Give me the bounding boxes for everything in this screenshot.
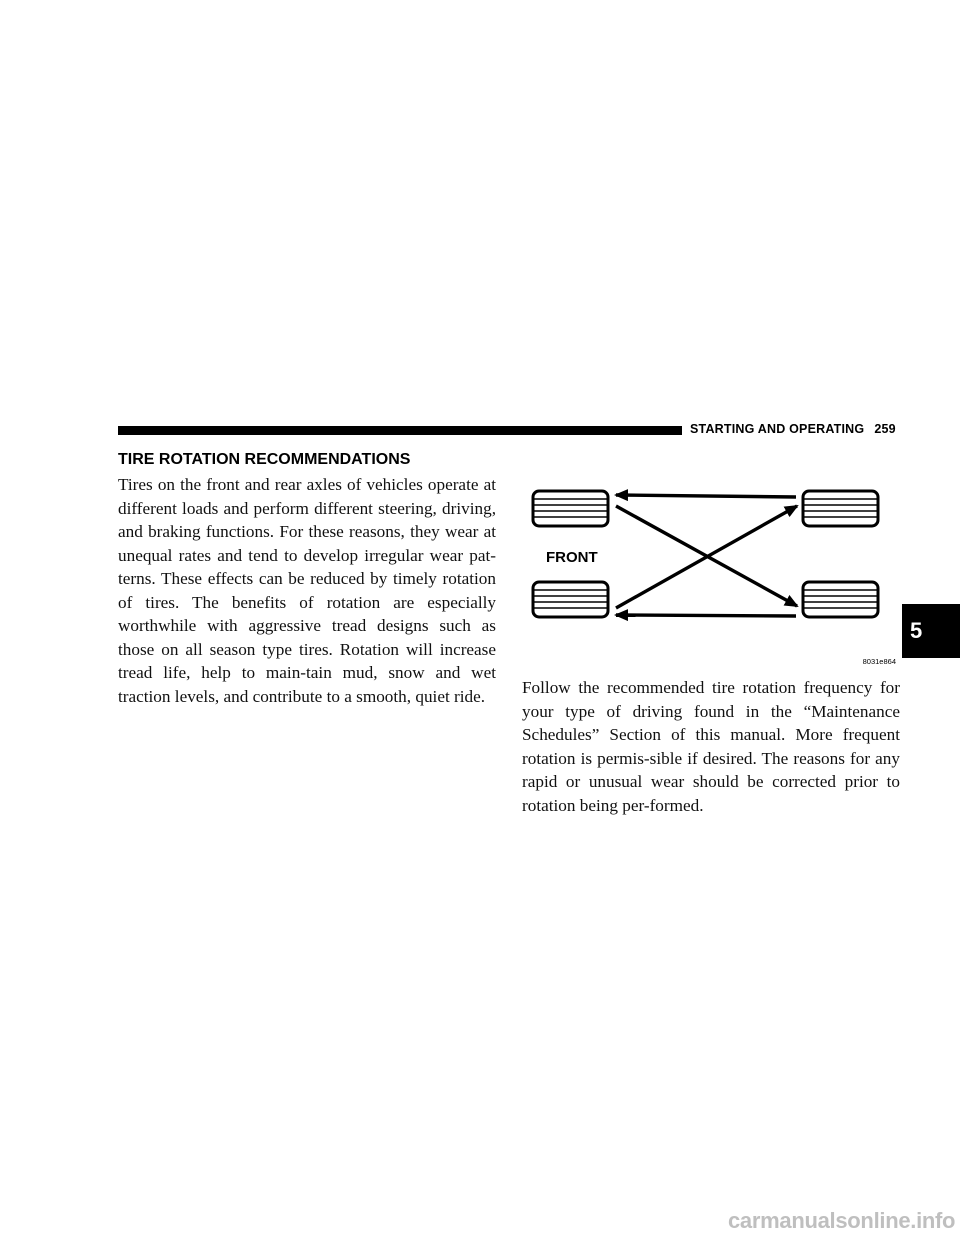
tire-rear-right bbox=[803, 582, 878, 617]
paragraph-rotation-frequency: Follow the recommended tire rotation frequency for your type of driving found in the “Maintenance Schedules” Section of this manual. More frequent rotation is permis-sible if desired. The reasons for any rapid or unusual wear should be corrected prior to rotation being per-formed. bbox=[522, 678, 900, 815]
front-label: FRONT bbox=[546, 549, 598, 566]
arrow-rear-left-to-front-left bbox=[616, 495, 796, 497]
tire-front-left bbox=[533, 491, 608, 526]
figure-code: 8031e864 bbox=[862, 657, 896, 666]
paragraph-tire-wear: Tires on the front and rear axles of vehicles operate at different loads and perform different steering, driving, and braking functions. For these reasons, they wear at unequal rates and tend to develop irregular wear pat-terns. These effects can be reduced by timely rotation of tires. The benefits of rotation are especially worthwhile with aggressive tread designs such as those on all season type tires. Rotation will increase tread life, help to main-tain mud, snow and wet traction levels, and contribute to a smooth, quiet ride. bbox=[118, 475, 496, 706]
tire-rotation-diagram bbox=[522, 478, 900, 668]
tire-rear-left bbox=[803, 491, 878, 526]
chapter-tab bbox=[902, 604, 960, 658]
footer-watermark: carmanualsonline.info bbox=[728, 1208, 956, 1233]
section-title: TIRE ROTATION RECOMMENDATIONS bbox=[118, 451, 411, 468]
running-head-section: STARTING AND OPERATING bbox=[690, 422, 865, 436]
page-number: 259 bbox=[874, 422, 896, 436]
running-head bbox=[690, 422, 896, 436]
tire-front-right bbox=[533, 582, 608, 617]
chapter-number: 5 bbox=[910, 618, 923, 643]
arrow-rear-right-to-front-right bbox=[616, 615, 796, 616]
header-rule bbox=[118, 426, 682, 435]
